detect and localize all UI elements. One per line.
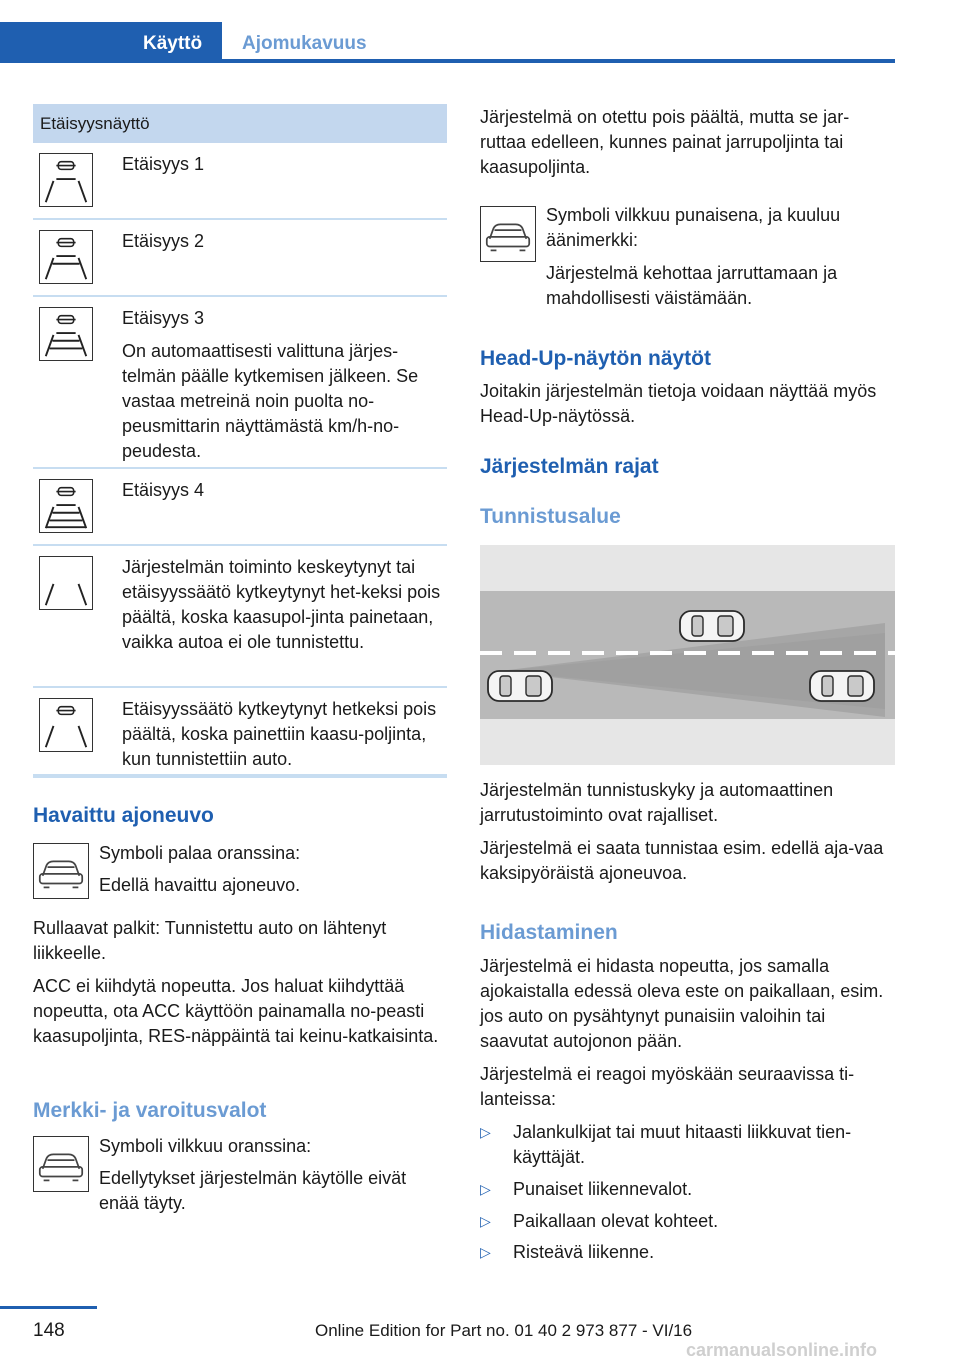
slowing-heading: Hidastaminen — [480, 921, 618, 944]
acc-text: ACC ei kiihdytä nopeutta. Jos haluat kiihdyttää nopeutta, ota ACC käyttöön painamalla no-peasti kaasupoljinta, RES-näppäintä tai keinu-katkaisinta. — [33, 976, 439, 1046]
list-item — [480, 1240, 895, 1265]
row-text: Etäisyys 1 — [122, 154, 205, 174]
distance-interrupted-car-icon — [39, 698, 93, 752]
list-item — [480, 1120, 895, 1170]
table-row — [33, 688, 447, 774]
detected-vehicle-heading: Havaittu ajoneuvo — [33, 804, 214, 827]
two-wheeler-text: Järjestelmä ei saata tunnistaa esim. edellä aja-vaa kaksipyöräistä ajoneuvoa. — [480, 838, 884, 883]
table-row — [33, 220, 447, 297]
distance-4-icon — [39, 479, 93, 533]
table-row — [33, 546, 447, 688]
slowing-text: Järjestelmä ei hidasta nopeutta, jos samalla ajokaistalla edessä oleva este on paikallaan, esim. jos auto on pysähtynyt punaisiin valoihin tai saavutat autojonon pään. — [480, 956, 884, 1051]
distance-1-icon — [39, 153, 93, 207]
list-item-text: Paikallaan olevat kohteet. — [513, 1211, 719, 1231]
bullet-arrow-icon: ▷ — [480, 1244, 491, 1260]
row-text: Järjestelmän toiminto keskeytynyt tai etäisyyssäätö kytkeytynyt het-keksi pois päältä, koska kaasupol-jinta painetaan, vaikka autoa ei ole tunnistettu. — [122, 557, 441, 652]
car-orange-icon — [33, 843, 89, 899]
list-item-text: Jalankulkijat tai muut hitaasti liikkuvat tien-käyttäjät. — [513, 1122, 852, 1167]
footer-rule — [0, 1306, 97, 1309]
row-text: Etäisyys 4 — [122, 480, 205, 500]
hud-heading: Head-Up-näytön näytöt — [480, 347, 711, 370]
distance-interrupted-icon — [39, 556, 93, 610]
detection-limited-text: Järjestelmän tunnistuskyky ja automaattinen jarrutustoiminto ovat rajalliset. — [480, 780, 834, 825]
distance-2-icon — [39, 230, 93, 284]
detection-area-illustration — [480, 545, 895, 765]
table-heading: Etäisyysnäyttö — [33, 104, 447, 143]
rolling-bars-text: Rullaavat palkit: Tunnistettu auto on lähtenyt liikkeelle. — [33, 918, 387, 963]
distance-display-table — [33, 104, 447, 778]
bullet-arrow-icon: ▷ — [480, 1124, 491, 1140]
system-off-text: Järjestelmä on otettu pois päältä, mutta se jar-ruttaa edelleen, kunnes painat jarrupoljinta tai kaasupoljinta. — [480, 107, 850, 177]
symbol-description: Symboli vilkkuu oranssina: — [99, 1136, 312, 1156]
symbol-description: Symboli palaa oranssina: — [99, 843, 301, 863]
symbol-meaning: Edellä havaittu ajoneuvo. — [99, 875, 301, 895]
header-section-title: Käyttö — [143, 33, 203, 54]
symbol-description: Symboli vilkkuu punaisena, ja kuuluu äänimerkki: — [546, 205, 841, 250]
detected-vehicle-symbol-block — [33, 841, 447, 898]
row-text: Etäisyyssäätö kytkeytynyt hetkeksi pois päältä, koska painettiin kaasu-poljinta, kun tunnistettiin auto. — [122, 699, 437, 769]
detection-area-heading: Tunnistusalue — [480, 505, 621, 528]
warning-lights-heading: Merkki- ja varoitusvalot — [33, 1099, 267, 1122]
car-orange-flashing-icon — [33, 1136, 89, 1192]
car-red-flashing-icon — [480, 206, 536, 262]
bullet-arrow-icon: ▷ — [480, 1181, 491, 1197]
header-rule — [0, 59, 895, 63]
limits-heading: Järjestelmän rajat — [480, 455, 659, 478]
row-title: Etäisyys 3 — [122, 308, 205, 328]
symbol-meaning: Järjestelmä kehottaa jarruttamaan ja mahdollisesti väistämään. — [546, 263, 838, 308]
header-subsection-title: Ajomukavuus — [242, 33, 367, 54]
red-symbol-block — [480, 203, 895, 253]
distance-3-icon — [39, 307, 93, 361]
no-reaction-text: Järjestelmä ei reagoi myöskään seuraavissa ti-lanteissa: — [480, 1064, 855, 1109]
table-row — [33, 297, 447, 469]
list-item — [480, 1177, 895, 1202]
watermark-text: carmanualsonline.info — [686, 1340, 878, 1360]
row-text: Etäisyys 2 — [122, 231, 205, 251]
edition-text: Online Edition for Part no. 01 40 2 973 877 - VI/16 — [315, 1321, 693, 1340]
table-row — [33, 143, 447, 220]
hud-text: Joitakin järjestelmän tietoja voidaan näyttää myös Head-Up-näytössä. — [480, 381, 877, 426]
row-text: On automaattisesti valittuna järjes-telmän päälle kytkemisen jälkeen. Se vastaa metreinä noin puolta no-peusmittarin näyttämästä km/h-no-peudesta. — [122, 341, 419, 461]
symbol-meaning: Edellytykset järjestelmän käytölle eivät enää täyty. — [99, 1168, 407, 1213]
bullet-arrow-icon: ▷ — [480, 1213, 491, 1229]
page-number: 148 — [33, 1320, 65, 1341]
list-item-text: Risteävä liikenne. — [513, 1242, 655, 1262]
list-item — [480, 1209, 895, 1234]
table-row — [33, 469, 447, 546]
list-item-text: Punaiset liikennevalot. — [513, 1179, 693, 1199]
warning-symbol-block — [33, 1134, 447, 1216]
